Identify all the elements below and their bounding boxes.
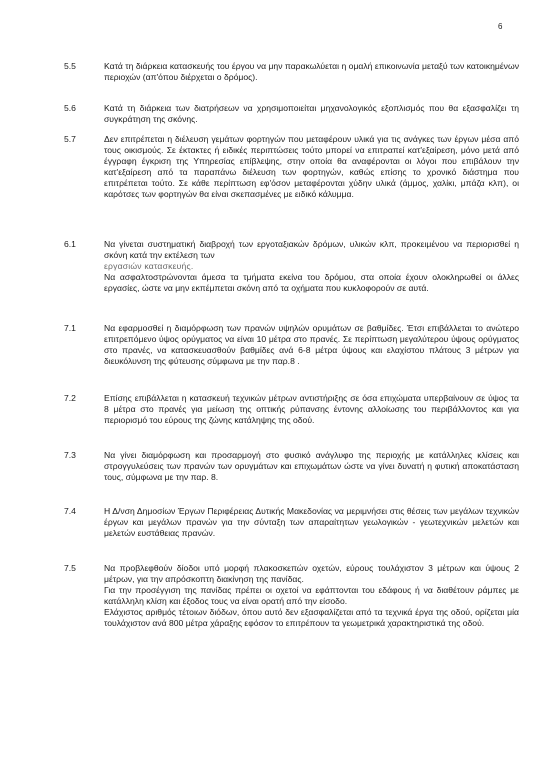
section-number: 6.1	[64, 239, 76, 249]
section-paragraph: Κατά τη διάρκεια κατασκευής του έργου να μην παρακωλύεται η ομαλή επικοινωνία μεταξύ των κατοικημένων περιοχών (απ'όπου διέρχεται ο δρόμος).	[104, 61, 519, 82]
section-body	[104, 103, 519, 125]
section-number: 7.2	[64, 393, 76, 403]
section-number: 5.6	[64, 103, 76, 113]
section-paragraph: Να προβλεφθούν δίοδοι υπό μορφή πλακοσκεπών οχετών, εύρους τουλάχιστον 3 μέτρων και ύψους 2 μέτρων, για την απρόσκοπτη διακίνηση της πανίδας.	[104, 563, 519, 584]
section-paragraph: Για την προσέγγιση της πανίδας πρέπει οι οχετοί να εφάπτονται του εδάφους ή να διαθέτουν ράμπες με κατάλληλη κλίση και έξοδος τους να είναι ορατή από την είσοδο.	[104, 585, 519, 606]
section-body	[104, 393, 519, 426]
section-paragraph: Η Δ/νση Δημοσίων Έργων Περιφέρειας Δυτικής Μακεδονίας να μεριμνήσει στις θέσεις των μεγάλων τεχνικών έργων και μεγάλων πρανών για την σύνταξη των απαραίτητων γεωλογικών - γεωτεχνικών μελετών και μελετών ευστάθειας πρανών.	[104, 506, 519, 538]
section-5-6	[64, 103, 519, 125]
page-number: 6	[498, 22, 503, 31]
section-body	[104, 61, 519, 83]
section-paragraph-faint: εργασιών κατασκευής.	[104, 261, 194, 271]
section-7-1	[64, 323, 519, 367]
section-paragraph: Ελάχιστος αριθμός τέτοιων διόδων, όπου αυτό δεν εξασφαλίζεται από τα τεχνικά έργα της οδού, ορίζεται μία τουλάχιστον ανά 800 μέτρα χάραξης εφόσον το επιτρέπουν τα γεωμετρικά χαρακτηριστικά της οδού.	[104, 607, 519, 628]
section-number: 5.5	[64, 61, 76, 71]
section-number: 5.7	[64, 134, 76, 144]
section-5-7	[64, 134, 519, 200]
section-paragraph: Δεν επιτρέπεται η διέλευση γεμάτων φορτηγών που μεταφέρουν υλικά για τις ανάγκες των έργων μέσα από τους οικισμούς. Σε έκτακτες ή ειδικές περιπτώσεις τούτο μπορεί να επιτραπεί κατ'εξαίρεση, μόνο μετά από έγγραφη έγκριση της Υπηρεσίας επίβλεψης, στην οποία θα αναφέρονται οι λόγοι που επιβάλουν την κατ'εξαίρεση από τα παραπάνω διέλευση των φορτηγών, καθώς επίσης το χρονικό διάστημα που επιτρέπεται τούτο. Σε κάθε περίπτωση εφ'όσον μεταφέρονται χύδην υλικά (άμμος, χαλίκι, μπάζα κλπ), οι καρότσες των φορτηγών θα είναι σκεπασμένες με ειδικό κάλυμμα.	[104, 134, 519, 199]
section-number: 7.4	[64, 506, 76, 516]
section-paragraph: Να γίνεται συστηματική διαβροχή των εργοταξιακών δρόμων, υλικών κλπ, προκειμένου να περιορισθεί η σκόνη κατά την εκτέλεση των	[104, 239, 519, 260]
section-paragraph: Να γίνει διαμόρφωση και προσαρμογή στο φυσικό ανάγλυφο της περιοχής με κατάλληλες κλίσεις και στρογγυλεύσεις των πρανών των ορυγμάτων και επιχωμάτων ώστε να γίνει δυνατή η φυτική αποκατάσταση τους, σύμφωνα με την παρ. 8.	[104, 450, 519, 482]
section-7-3	[64, 450, 519, 483]
section-paragraph: Να εφαρμοσθεί η διαμόρφωση των πρανών υψηλών ορυμάτων σε βαθμίδες. Έτσι επιβάλλεται το ανώτερο επιτρεπόμενο ύψος ορύγματος να είναι 10 μέτρα στο πρανές. Σε περίπτωση μεγαλύτερου ύψους ορύγματος στο πρανές, να κατασκευασθούν βαθμίδες ανά 6-8 μέτρα ύψους και ελαχίστου πλάτους 3 μέτρων για διευκόλυνση της φύτευσης σύμφωνα με την παρ.8 .	[104, 323, 519, 366]
section-paragraph: Να ασφαλτοστρώνονται άμεσα τα τμήματα εκείνα του δρόμου, στα οποία έχουν ολοκληρωθεί οι άλλες εργασίες, ώστε να μην εκπέμπεται σκόνη από τα οχήματα που κυκλοφορούν σε αυτά.	[104, 272, 519, 293]
section-body	[104, 239, 519, 294]
section-body	[104, 450, 519, 483]
section-6-1	[64, 239, 519, 294]
section-number: 7.5	[64, 563, 76, 573]
section-body	[104, 563, 519, 629]
section-7-4	[64, 506, 519, 539]
section-7-5	[64, 563, 519, 629]
section-body	[104, 506, 519, 539]
section-5-5	[64, 61, 519, 83]
section-paragraph: Κατά τη διάρκεια των διατρήσεων να χρησιμοποιείται μηχανολογικός εξοπλισμός που θα εξασφαλίζει τη συγκράτηση της σκόνης.	[104, 103, 519, 124]
section-body	[104, 323, 519, 367]
section-number: 7.1	[64, 323, 76, 333]
section-body	[104, 134, 519, 200]
section-paragraph: Επίσης επιβάλλεται η κατασκευή τεχνικών μέτρων αντιστήριξης σε όσα επιχώματα υπερβαίνουν σε ύψος τα 8 μέτρα στο πρανές για μείωση της οπτικής ρύπανσης έντονης αλλοίωσης του περιβάλλοντος και για περιορισμό του εύρους της ζώνης κατάληψης της οδού.	[104, 393, 519, 425]
section-7-2	[64, 393, 519, 426]
section-number: 7.3	[64, 450, 76, 460]
